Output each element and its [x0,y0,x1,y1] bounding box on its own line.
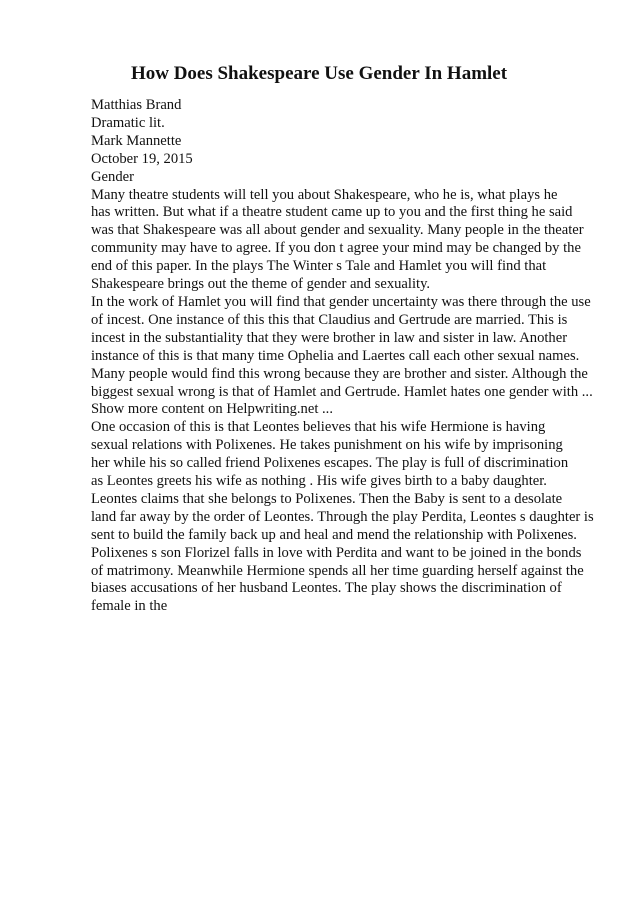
body-line: Leontes claims that she belongs to Polixenes. Then the Baby is sent to a desolate [91,490,563,507]
body-line: sent to build the family back up and heal and mend the relationship with Polixenes. [91,526,577,543]
show-more-line: Show more content on Helpwriting.net ... [91,401,333,418]
body-line: biggest sexual wrong is that of Hamlet and Gertrude. Hamlet hates one gender with ... [91,383,593,400]
body-line: land far away by the order of Leontes. Through the play Perdita, Leontes s daughter is [91,508,594,525]
document-body [91,97,611,616]
author-line: Matthias Brand [91,97,182,113]
body-line: of incest. One instance of this this that Claudius and Gertrude are married. This is [91,311,568,328]
body-line: instance of this is that many time Ophelia and Laertes call each other sexual names. [91,347,580,364]
body-line: Many theatre students will tell you about Shakespeare, who he is, what plays he [91,186,558,203]
body-line: Polixenes s son Florizel falls in love with Perdita and want to be joined in the bonds [91,544,582,561]
instructor-line: Mark Mannette [91,132,182,149]
body-line: has written. But what if a theatre student came up to you and the first thing he said [91,204,573,221]
body-line: biases accusations of her husband Leontes. The play shows the discrimination of [91,580,562,597]
body-line: sexual relations with Polixenes. He takes punishment on his wife by imprisoning [91,437,563,454]
body-line: community may have to agree. If you don t agree your mind may be changed by the [91,240,581,257]
body-line: her while his so called friend Polixenes escapes. The play is full of discrimination [91,455,569,472]
course-line: Dramatic lit. [91,114,165,131]
date-line: October 19, 2015 [91,150,193,167]
body-line: as Leontes greets his wife as nothing . His wife gives birth to a baby daughter. [91,473,547,490]
body-line: Many people would find this wrong because they are brother and sister. Although the [91,365,588,382]
body-line: In the work of Hamlet you will find that gender uncertainty was there through the use [91,293,591,310]
body-line: One occasion of this is that Leontes believes that his wife Hermione is having [91,419,546,436]
body-line: of matrimony. Meanwhile Hermione spends all her time guarding herself against the [91,562,584,579]
body-line: incest in the substantiality that they were brother in law and sister in law. Another [91,329,568,346]
body-line: was that Shakespeare was all about gender and sexuality. Many people in the theater [91,222,584,239]
body-line: Shakespeare brings out the theme of gender and sexuality. [91,276,431,293]
body-line: end of this paper. In the plays The Winter s Tale and Hamlet you will find that [91,258,547,275]
document-title: How Does Shakespeare Use Gender In Hamlet [130,63,508,84]
body-line: female in the [91,598,168,615]
topic-line: Gender [91,168,134,185]
